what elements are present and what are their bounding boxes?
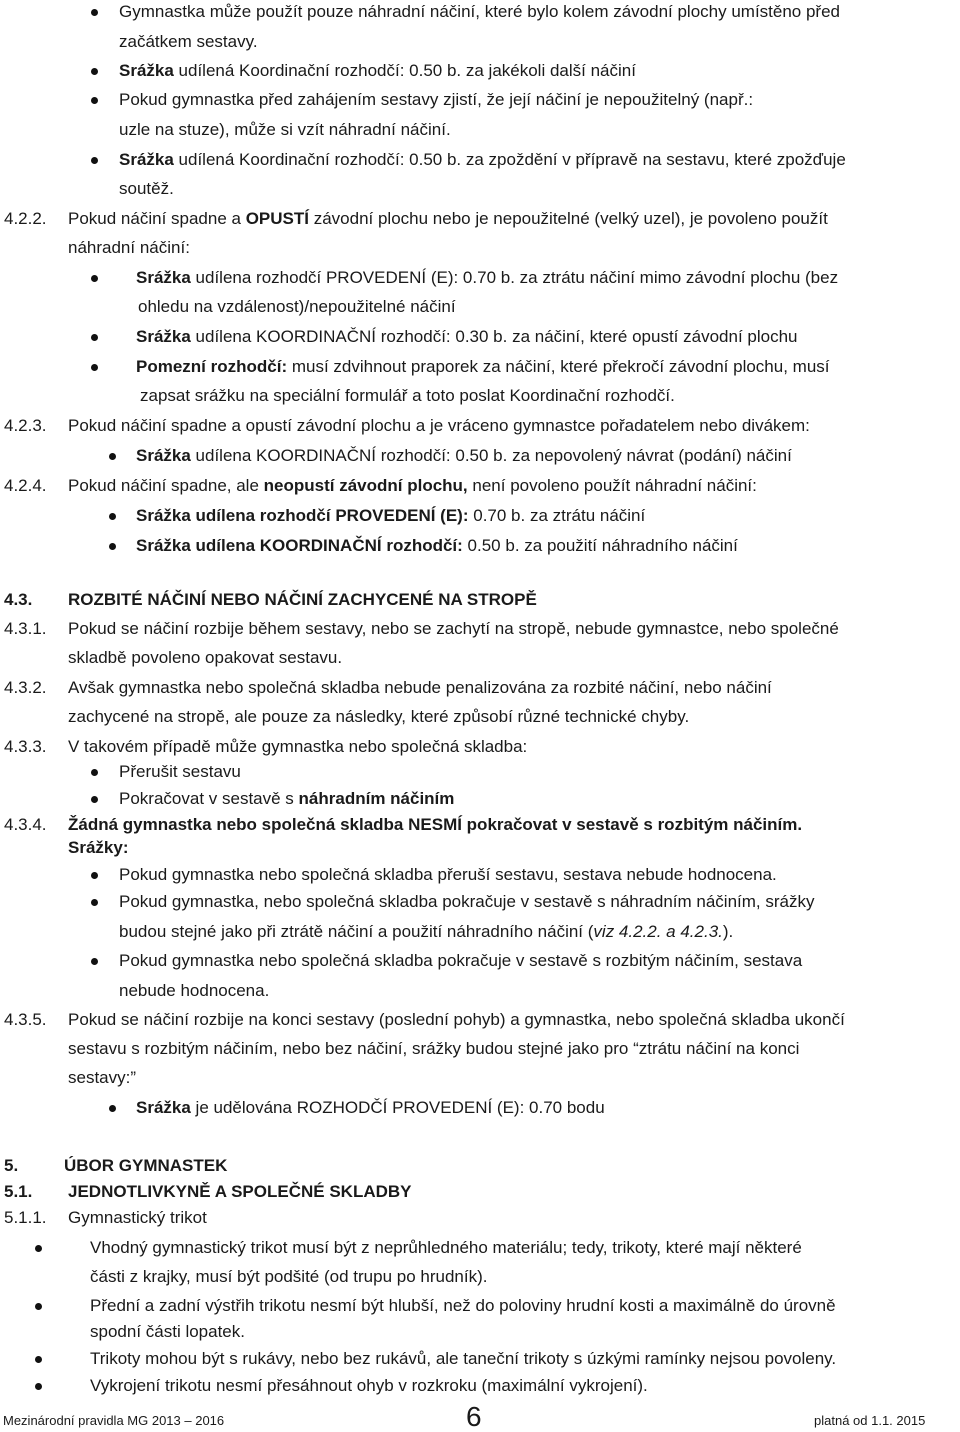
text-line: [68, 590, 537, 610]
bullet-icon: [91, 899, 98, 906]
bullet-icon: [109, 1105, 116, 1112]
bullet-icon: [35, 1303, 42, 1310]
text-segment: 4.3.4.: [4, 815, 47, 834]
text-segment: Pokud se náčiní rozbije během sestavy, nebo se zachytí na stropě, nebude gymnastce, nebo společné: [68, 619, 839, 638]
text-segment: Avšak gymnastka nebo společná skladba nebude penalizována za rozbité náčiní, nebo náčiní: [68, 678, 772, 697]
text-line: [68, 737, 527, 757]
text-segment: ).: [722, 922, 734, 941]
bullet-icon: [91, 68, 98, 75]
text-line: [68, 209, 828, 229]
text-line: [68, 1010, 845, 1030]
text-segment: zapsat srážku na speciální formulář a toto poslat Koordinační rozhodčí.: [140, 386, 675, 405]
text-segment: Pokračovat v sestavě s: [119, 789, 299, 808]
text-line: [68, 1208, 207, 1228]
text-line: [68, 648, 342, 668]
bullet-icon: [91, 9, 98, 16]
bullet-icon: [91, 334, 98, 341]
text-line: [140, 386, 675, 406]
text-segment: náhradním náčiním: [298, 789, 455, 808]
text-segment: závodní plochu nebo je nepoužitelné (velký uzel), je povoleno použít: [308, 209, 828, 228]
bullet-icon: [91, 364, 98, 371]
text-segment: Srážka udílena KOORDINAČNÍ rozhodčí:: [136, 536, 463, 555]
text-segment: Trikoty mohou být s rukávy, nebo bez rukávů, ale taneční trikoty s úzkými ramínky nejsou povoleny.: [90, 1349, 837, 1368]
text-segment: JEDNOTLIVKYNĚ A SPOLEČNÉ SKLADBY: [68, 1182, 412, 1201]
text-line: [136, 506, 645, 526]
text-line: [90, 1349, 836, 1369]
bullet-icon: [91, 872, 98, 879]
text-segment: Vhodný gymnastický trikot musí být z neprůhledného materiálu; tedy, trikoty, které mají některé: [90, 1238, 802, 1257]
text-segment: udílena rozhodčí PROVEDENÍ (E): 0.70 b. za ztrátu náčiní mimo závodní plochu (bez: [190, 268, 839, 287]
text-segment: udílena KOORDINAČNÍ rozhodčí: 0.50 b. za nepovolený návrat (podání) náčiní: [190, 446, 792, 465]
bullet-icon: [91, 275, 98, 282]
text-segment: musí zdvihnout praporek za náčiní, které překročí závodní plochu, musí: [287, 357, 830, 376]
text-line: [136, 446, 792, 466]
text-segment: Pokud se náčiní rozbije na konci sestavy (poslední pohyb) a gymnastka, nebo společná skladba ukončí: [68, 1010, 845, 1029]
bullet-icon: [91, 958, 98, 965]
text-line: [68, 476, 757, 496]
bullet-icon: [109, 543, 116, 550]
text-segment: 5.1.: [4, 1182, 33, 1201]
text-segment: začátkem sestavy.: [119, 32, 258, 51]
text-line: [4, 209, 47, 229]
text-line: [4, 590, 32, 610]
text-line: [119, 865, 777, 885]
text-segment: udílená Koordinační rozhodčí: 0.50 b. za zpoždění v přípravě na sestavu, které zpožďuje: [173, 150, 846, 169]
text-line: [90, 1322, 245, 1342]
text-segment: zachycené na stropě, ale pouze za následky, které způsobí různé technické chyby.: [68, 707, 690, 726]
text-segment: 4.3.1.: [4, 619, 47, 638]
text-segment: Srážka: [136, 268, 191, 287]
text-line: [90, 1376, 648, 1396]
text-segment: Přerušit sestavu: [119, 762, 241, 781]
text-segment: Pokud gymnastka nebo společná skladba přeruší sestavu, sestava nebude hodnocena.: [119, 865, 777, 884]
text-segment: Pokud náčiní spadne a opustí závodní plochu a je vráceno gymnastce pořadatelem nebo divákem:: [68, 416, 810, 435]
text-line: [68, 1182, 412, 1202]
text-segment: Přední a zadní výstřih trikotu nesmí být hlubší, než do poloviny hrudní kosti a maximálně do úrovně: [90, 1296, 836, 1315]
text-segment: 4.3.3.: [4, 737, 47, 756]
footer-rules-title: Mezinárodní pravidla MG 2013 – 2016: [3, 1413, 225, 1428]
text-line: [119, 179, 174, 199]
text-line: [4, 737, 47, 757]
text-segment: skladbě povoleno opakovat sestavu.: [68, 648, 343, 667]
text-line: [4, 619, 47, 639]
text-segment: Žádná gymnastka nebo společná skladba NESMÍ pokračovat v sestavě s rozbitým náčiním.: [68, 815, 803, 834]
text-line: [4, 815, 47, 835]
text-segment: nebude hodnocena.: [119, 981, 270, 1000]
bullet-icon: [91, 97, 98, 104]
text-line: [68, 619, 839, 639]
text-segment: Pokud gymnastka, nebo společná skladba pokračuje v sestavě s náhradním náčiním, srážky: [119, 892, 815, 911]
text-segment: části z krajky, musí být podšité (od trupu po hrudník).: [90, 1267, 488, 1286]
text-segment: ohledu na vzdálenost)/nepoužitelné náčiní: [138, 297, 456, 316]
text-line: [4, 1010, 47, 1030]
text-segment: 0.70 b. za ztrátu náčiní: [468, 506, 646, 525]
text-line: [68, 815, 802, 835]
text-segment: Srážky:: [68, 838, 129, 857]
text-segment: Vykrojení trikotu nesmí přesáhnout ohyb v rozkroku (maximální vykrojení).: [90, 1376, 648, 1395]
text-segment: V takovém případě může gymnastka nebo společná skladba:: [68, 737, 528, 756]
text-segment: neopustí závodní plochu,: [263, 476, 468, 495]
text-line: [4, 1182, 32, 1202]
text-segment: Srážka: [119, 61, 174, 80]
text-line: [136, 536, 738, 556]
text-line: [68, 1039, 799, 1059]
text-segment: Pokud náčiní spadne, ale: [68, 476, 264, 495]
text-line: [119, 120, 451, 140]
text-line: [119, 981, 269, 1001]
text-line: [136, 1098, 605, 1118]
text-line: [119, 789, 454, 809]
bullet-icon: [109, 513, 116, 520]
text-line: [138, 297, 456, 317]
text-segment: 5.: [4, 1156, 19, 1175]
text-segment: 4.3.: [4, 590, 33, 609]
text-line: [119, 32, 258, 52]
text-segment: Pomezní rozhodčí:: [136, 357, 288, 376]
text-segment: udílená Koordinační rozhodčí: 0.50 b. za jakékoli další náčiní: [173, 61, 636, 80]
text-segment: Srážka: [136, 1098, 191, 1117]
text-line: [4, 476, 47, 496]
text-line: [64, 1156, 227, 1176]
text-line: [90, 1267, 487, 1287]
text-segment: Pokud gymnastka před zahájením sestavy zjistí, že její náčiní je nepoužitelný (např.:: [119, 90, 754, 109]
text-segment: budou stejné jako při ztrátě náčiní a použití náhradního náčiní (: [119, 922, 594, 941]
text-line: [119, 2, 840, 22]
text-segment: ÚBOR GYMNASTEK: [64, 1156, 228, 1175]
text-line: [119, 762, 241, 782]
text-segment: ROZBITÉ NÁČINÍ NEBO NÁČINÍ ZACHYCENÉ NA STROPĚ: [68, 590, 537, 609]
bullet-icon: [35, 1245, 42, 1252]
text-segment: náhradní náčiní:: [68, 238, 190, 257]
text-line: [68, 416, 810, 436]
text-line: [119, 922, 733, 942]
text-line: [4, 1156, 18, 1176]
text-segment: 4.3.5.: [4, 1010, 47, 1029]
text-segment: OPUSTÍ: [245, 209, 309, 228]
text-segment: je udělována ROZHODČÍ PROVEDENÍ (E): 0.70 bodu: [190, 1098, 605, 1117]
text-line: [119, 150, 846, 170]
text-line: [68, 1068, 136, 1088]
text-segment: soutěž.: [119, 179, 174, 198]
text-line: [136, 357, 830, 377]
text-segment: Pokud gymnastka nebo společná skladba pokračuje v sestavě s rozbitým náčiním, sestava: [119, 951, 803, 970]
text-line: [68, 707, 689, 727]
text-line: [4, 678, 47, 698]
text-segment: viz 4.2.2. a 4.2.3.: [593, 922, 723, 941]
text-line: [68, 678, 772, 698]
text-segment: sestavy:”: [68, 1068, 137, 1087]
text-segment: Srážka udílena rozhodčí PROVEDENÍ (E):: [136, 506, 469, 525]
bullet-icon: [91, 769, 98, 776]
text-segment: sestavu s rozbitým náčiním, nebo bez náčiní, srážky budou stejné jako pro “ztrátu náčiní na konci: [68, 1039, 800, 1058]
text-line: [136, 268, 838, 288]
text-line: [119, 61, 636, 81]
text-line: [90, 1238, 802, 1258]
text-segment: Srážka: [136, 446, 191, 465]
text-line: [68, 238, 190, 258]
text-line: [68, 838, 128, 858]
text-line: [4, 416, 47, 436]
text-segment: 4.2.2.: [4, 209, 47, 228]
text-segment: uzle na stuze), může si vzít náhradní náčiní.: [119, 120, 451, 139]
text-segment: spodní části lopatek.: [90, 1322, 245, 1341]
text-segment: Srážka: [136, 327, 191, 346]
text-segment: 4.2.3.: [4, 416, 47, 435]
bullet-icon: [91, 796, 98, 803]
text-segment: 4.2.4.: [4, 476, 47, 495]
footer-page-number: 6: [466, 1401, 482, 1432]
text-segment: 0.50 b. za použití náhradního náčiní: [462, 536, 738, 555]
text-line: [119, 90, 753, 110]
bullet-icon: [91, 157, 98, 164]
text-line: [90, 1296, 836, 1316]
text-segment: Gymnastický trikot: [68, 1208, 207, 1227]
text-segment: Gymnastka může použít pouze náhradní náčiní, které bylo kolem závodní plochy umístěno před: [119, 2, 841, 21]
bullet-icon: [35, 1383, 42, 1390]
text-segment: Pokud náčiní spadne a: [68, 209, 246, 228]
text-segment: 4.3.2.: [4, 678, 47, 697]
bullet-icon: [109, 453, 116, 460]
text-line: [119, 892, 814, 912]
text-segment: udílena KOORDINAČNÍ rozhodčí: 0.30 b. za náčiní, které opustí závodní plochu: [190, 327, 798, 346]
text-segment: není povoleno použít náhradní náčiní:: [467, 476, 757, 495]
text-segment: 5.1.1.: [4, 1208, 47, 1227]
bullet-icon: [35, 1356, 42, 1363]
text-line: [136, 327, 797, 347]
text-line: [119, 951, 802, 971]
footer-valid-from: platná od 1.1. 2015: [814, 1413, 926, 1428]
text-segment: Srážka: [119, 150, 174, 169]
text-line: [4, 1208, 47, 1228]
